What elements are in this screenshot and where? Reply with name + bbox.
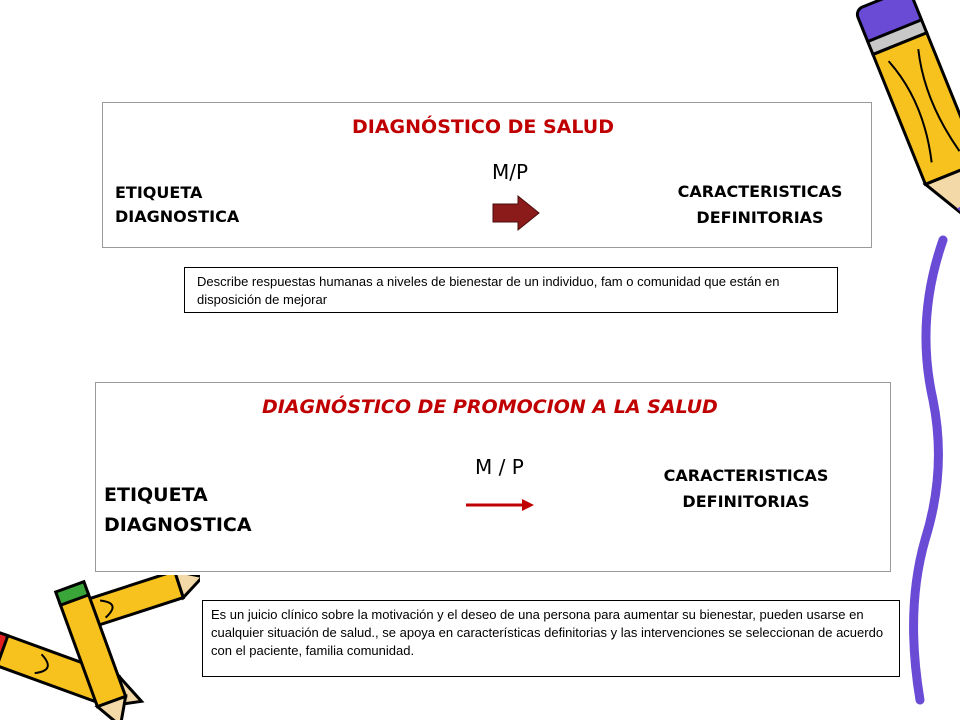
note-description-2: Es un juicio clínico sobre la motivación y el deseo de una persona para aumentar su bienestar, pueden usarse en cualquier situación de salud., se apoya en características definitorias y las intervenciones se seleccionan de acuerdo con el paciente, familia comunidad. <box>202 600 900 677</box>
caracteristicas-label-1: CARACTERISTICAS DEFINITORIAS <box>677 182 843 227</box>
caracteristicas-label-2: CARACTERISTICAS DEFINITORIAS <box>663 466 829 511</box>
pencils-bottom-left-icon <box>0 575 200 720</box>
title-diagnostico-promocion: DIAGNÓSTICO DE PROMOCION A LA SALUD <box>262 396 718 418</box>
note-description-1: Describe respuestas humanas a niveles de bienestar de un individuo, fam o comunidad que están en disposición de mejorar <box>184 267 838 313</box>
line-arrow-icon <box>464 495 536 515</box>
block-arrow-icon <box>490 194 542 234</box>
mp-label-1: M/P <box>492 160 529 184</box>
title-diagnostico-salud: DIAGNÓSTICO DE SALUD <box>352 116 615 138</box>
pencil-top-right-icon <box>795 0 960 720</box>
mp-label-2: M / P <box>475 455 524 479</box>
etiqueta-label-2: ETIQUETA DIAGNOSTICA <box>104 484 252 536</box>
etiqueta-label-1: ETIQUETA DIAGNOSTICA <box>115 183 240 226</box>
